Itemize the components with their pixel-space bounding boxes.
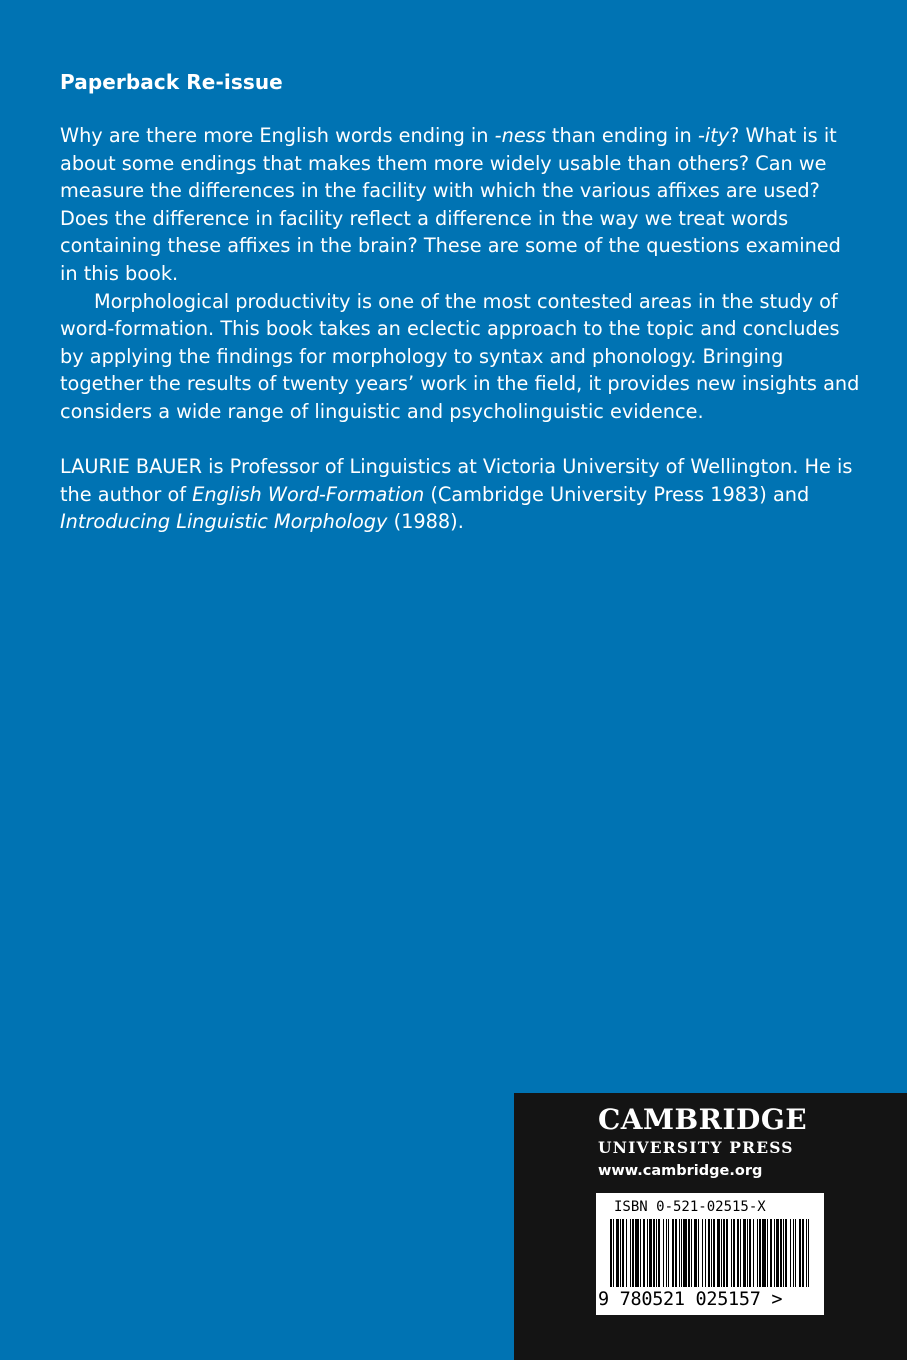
barcode-bar (675, 1219, 677, 1287)
back-cover-blurb (60, 122, 860, 536)
publisher-url: www.cambridge.org (598, 1163, 763, 1179)
barcode-bar (694, 1219, 697, 1287)
bio-text: LAURIE BAUER is Professor of Linguistics at Victoria University of Wellington. He is the author of (60, 455, 853, 506)
barcode-bar (776, 1219, 779, 1287)
barcode-bar (806, 1219, 807, 1287)
barcode-bar (610, 1219, 612, 1287)
barcode-bar (622, 1219, 624, 1287)
barcode-bar (613, 1219, 614, 1287)
publisher-subname: UNIVERSITY PRESS (598, 1138, 794, 1157)
barcode-bar (656, 1219, 657, 1287)
barcode-bar (647, 1219, 648, 1287)
barcode-bar (785, 1219, 787, 1287)
barcode-bar (688, 1219, 690, 1287)
bio-text: (Cambridge University Press 1983) and (424, 482, 810, 506)
blurb-text: than ending in (545, 124, 698, 147)
barcode-bar (620, 1219, 621, 1287)
barcode-bar (808, 1219, 809, 1287)
barcode-bar (711, 1219, 712, 1287)
barcode-bar (790, 1219, 791, 1287)
barcode-bar (749, 1219, 751, 1287)
barcode-bar (649, 1219, 652, 1287)
barcode-bar (759, 1219, 761, 1287)
barcode-bar (705, 1219, 706, 1287)
barcode-bar (640, 1219, 641, 1287)
barcode-bar (672, 1219, 674, 1287)
book-title-introducing-linguistic-morphology: Introducing Linguistic Morphology (60, 510, 388, 534)
publisher-name: CAMBRIDGE (598, 1103, 808, 1136)
blurb-text: ? What is it about some endings that makes them more widely usable than others? Can we measure the differences in the facility with which the various affixes are used? Does the difference in facility reflect a difference in the way we treat words containing these affixes in the brain? These are some of the questions examined in this book. (60, 124, 841, 285)
barcode-bar (708, 1219, 710, 1287)
barcode-bar (630, 1219, 631, 1287)
ean-number: 9 780521 025157 > (598, 1289, 783, 1310)
barcode-bar (691, 1219, 692, 1287)
barcode-bar (668, 1219, 669, 1287)
barcode-bar (723, 1219, 725, 1287)
barcode-bar (757, 1219, 758, 1287)
barcode-bar (770, 1219, 772, 1287)
barcode-bar (747, 1219, 748, 1287)
blurb-paragraph-2: Morphological productivity is one of the most contested areas in the study of word-formation. This book takes an eclectic approach to the topic and concludes by applying the findings for morphology to syntax and phonology. Bringing together the results of twenty years’ work in the field, it provides new insights and considers a wide range of linguistic and psycholinguistic evidence. (60, 289, 860, 423)
reissue-heading: Paperback Re-issue (60, 70, 283, 94)
barcode-bar (802, 1219, 804, 1287)
bio-text: (1988). (387, 510, 464, 534)
barcode-bar (793, 1219, 794, 1287)
barcode-bar (737, 1219, 739, 1287)
isbn-barcode (596, 1193, 824, 1315)
barcode-bar (762, 1219, 766, 1287)
barcode-bar (635, 1219, 639, 1287)
barcode-bar (681, 1219, 682, 1287)
barcode-bar (698, 1219, 699, 1287)
barcode-bar (658, 1219, 660, 1287)
barcode-bar (721, 1219, 722, 1287)
barcode-bar (679, 1219, 680, 1287)
barcode-bar (666, 1219, 667, 1287)
suffix-ity: -ity (697, 124, 730, 147)
suffix-ness: -ness (494, 124, 546, 147)
barcode-bar (740, 1219, 741, 1287)
barcode-bar (632, 1219, 634, 1287)
barcode-bar (733, 1219, 735, 1287)
barcode-bar (774, 1219, 775, 1287)
barcode-bar (643, 1219, 645, 1287)
barcode-bar (783, 1219, 784, 1287)
barcode-bar (663, 1219, 664, 1287)
barcode-bar (753, 1219, 754, 1287)
barcode-bar (653, 1219, 655, 1287)
barcode-bar (683, 1219, 687, 1287)
barcode-bar (717, 1219, 720, 1287)
barcode-bar (780, 1219, 782, 1287)
barcode-bar (702, 1219, 703, 1287)
barcode-bar (767, 1219, 768, 1287)
barcode-bars (602, 1219, 818, 1287)
publisher-panel (514, 1093, 907, 1360)
barcode-bar (616, 1219, 619, 1287)
barcode-bar (795, 1219, 796, 1287)
barcode-bar (626, 1219, 627, 1287)
barcode-bar (799, 1219, 801, 1287)
book-title-english-word-formation: English Word-Formation (192, 482, 425, 506)
author-bio (60, 453, 860, 536)
isbn-number: ISBN 0-521-02515-X (614, 1199, 766, 1215)
barcode-bar (731, 1219, 732, 1287)
blurb-text: Why are there more English words ending in (60, 124, 495, 147)
blurb-paragraph-1 (60, 122, 860, 288)
barcode-bar (743, 1219, 746, 1287)
barcode-bar (726, 1219, 728, 1287)
barcode-bar (713, 1219, 715, 1287)
